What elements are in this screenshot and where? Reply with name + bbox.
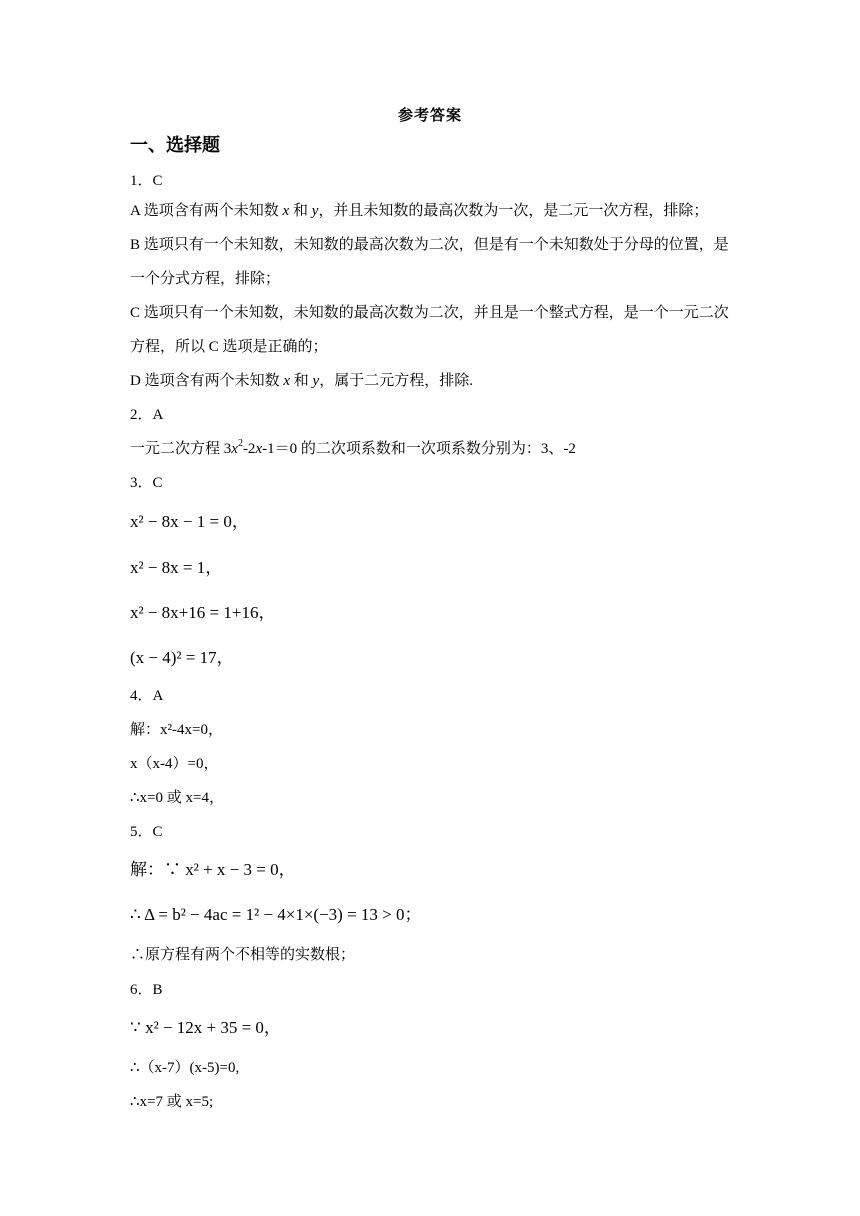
- q5-step-3: ∴原方程有两个不相等的实数根；: [130, 947, 356, 963]
- q5-step-1: 解：∵ x² + x − 3 = 0，: [130, 860, 296, 879]
- q4-step-2: x（x-4）=0，: [130, 756, 219, 772]
- q6-answer: 6．B: [130, 982, 163, 998]
- q6-step-2: ∴（x-7）(x-5)=0,: [130, 1060, 240, 1076]
- q3-answer: 3．C: [130, 475, 163, 491]
- q1-option-b-line1: B 选项只有一个未知数，未知数的最高次数为二次，但是有一个未知数处于分母的位置，是: [130, 237, 729, 253]
- q4-answer: 4．A: [130, 688, 164, 704]
- q1-option-a: A 选项含有两个未知数 x 和 y，并且未知数的最高次数为一次，是二元一次方程，排除；: [130, 203, 709, 219]
- q3-equation-1: x² − 8x − 1 = 0，: [130, 512, 249, 531]
- q6-step-3: ∴x=7 或 x=5;: [130, 1094, 214, 1110]
- q1-answer: 1．C: [130, 173, 163, 189]
- q2-explanation: 一元二次方程 $3x^2-2x-1=0$ 的二次项系数和一次项系数分别为：3、-2: [130, 438, 576, 457]
- q3-equation-2: x² − 8x = 1，: [130, 558, 223, 577]
- q5-answer: 5．C: [130, 824, 163, 840]
- q1-option-c-line2: 方程，所以 C 选项是正确的；: [130, 339, 328, 355]
- q3-equation-3: x² − 8x+16 = 1+16，: [130, 603, 276, 622]
- q4-step-1: 解：x²-4x=0，: [130, 722, 223, 738]
- q3-equation-4: (x − 4)² = 17，: [130, 648, 234, 667]
- q1-option-d: D 选项含有两个未知数 x 和 y，属于二元方程，排除.: [130, 373, 473, 389]
- q1-option-c-line1: C 选项只有一个未知数，未知数的最高次数为二次，并且是一个整式方程，是一个一元二次: [130, 305, 729, 321]
- section-heading: 一、选择题: [130, 135, 220, 155]
- q6-step-1: ∵ x² − 12x + 35 = 0，: [130, 1018, 281, 1037]
- q2-answer: 2．A: [130, 407, 164, 423]
- q5-step-2: ∴ Δ = b² − 4ac = 1² − 4×1×(−3) = 13 > 0；: [130, 905, 422, 924]
- q1-option-b-line2: 一个分式方程，排除；: [130, 271, 281, 287]
- page-title: 参考答案: [397, 108, 462, 124]
- q4-step-3: ∴x=0 或 x=4，: [130, 790, 224, 806]
